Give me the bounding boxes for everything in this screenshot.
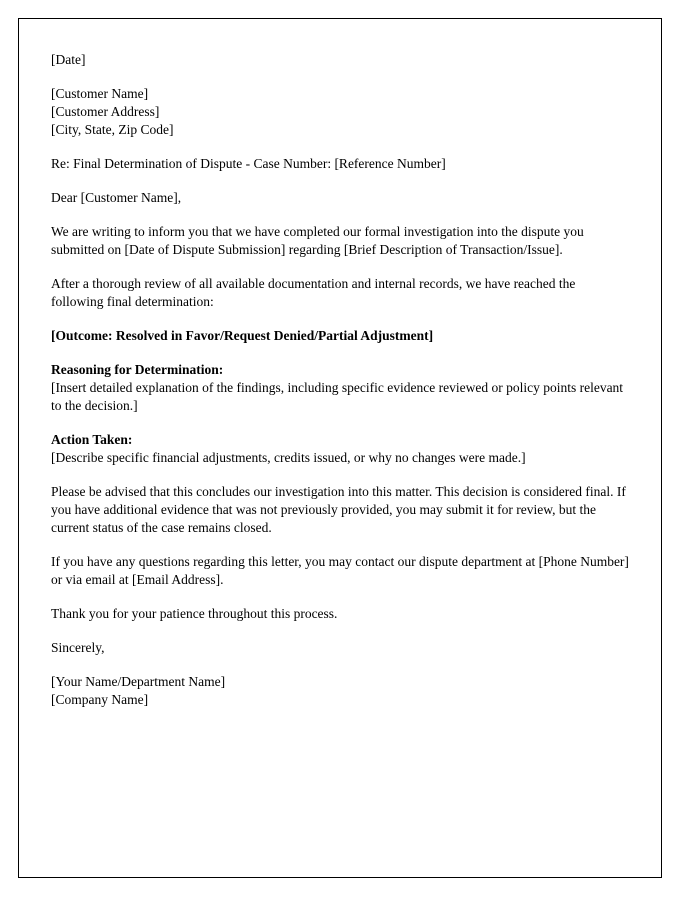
recipient-city-state-zip: [City, State, Zip Code] bbox=[51, 122, 174, 137]
letter-page bbox=[18, 18, 662, 878]
salutation: Dear [Customer Name], bbox=[51, 190, 182, 205]
action-text: [Describe specific financial adjustments, credits issued, or why no changes were made.] bbox=[51, 450, 526, 465]
recipient-address: [Customer Address] bbox=[51, 104, 160, 119]
paragraph-review: After a thorough review of all available documentation and internal records, we have reached the following final determination: bbox=[51, 276, 576, 309]
paragraph-thanks: Thank you for your patience throughout this process. bbox=[51, 606, 338, 621]
paragraph-contact: If you have any questions regarding this letter, you may contact our dispute department at [Phone Number] or via email at [Email Address]. bbox=[51, 554, 629, 587]
action-heading: Action Taken: bbox=[51, 432, 133, 447]
date-line: [Date] bbox=[51, 52, 86, 67]
action-section bbox=[51, 431, 629, 467]
reasoning-section bbox=[51, 361, 629, 415]
signature-name: [Your Name/Department Name] bbox=[51, 674, 226, 689]
signature-company: [Company Name] bbox=[51, 692, 149, 707]
reasoning-heading: Reasoning for Determination: bbox=[51, 362, 224, 377]
outcome-line: [Outcome: Resolved in Favor/Request Denied/Partial Adjustment] bbox=[51, 328, 434, 343]
recipient-name: [Customer Name] bbox=[51, 86, 149, 101]
paragraph-intro: We are writing to inform you that we have completed our formal investigation into the dispute you submitted on [Date of Dispute Submission] regarding [Brief Description of Transaction/Issue]. bbox=[51, 224, 584, 257]
paragraph-final-notice: Please be advised that this concludes our investigation into this matter. This decision is considered final. If you have additional evidence that was not previously provided, you may submit it for review, but the current status of the case remains closed. bbox=[51, 484, 626, 535]
reasoning-text: [Insert detailed explanation of the findings, including specific evidence reviewed or policy points relevant to the decision.] bbox=[51, 380, 624, 413]
closing-line: Sincerely, bbox=[51, 640, 105, 655]
recipient-block bbox=[51, 85, 629, 139]
subject-line: Re: Final Determination of Dispute - Case Number: [Reference Number] bbox=[51, 156, 446, 171]
signature-block bbox=[51, 673, 629, 709]
